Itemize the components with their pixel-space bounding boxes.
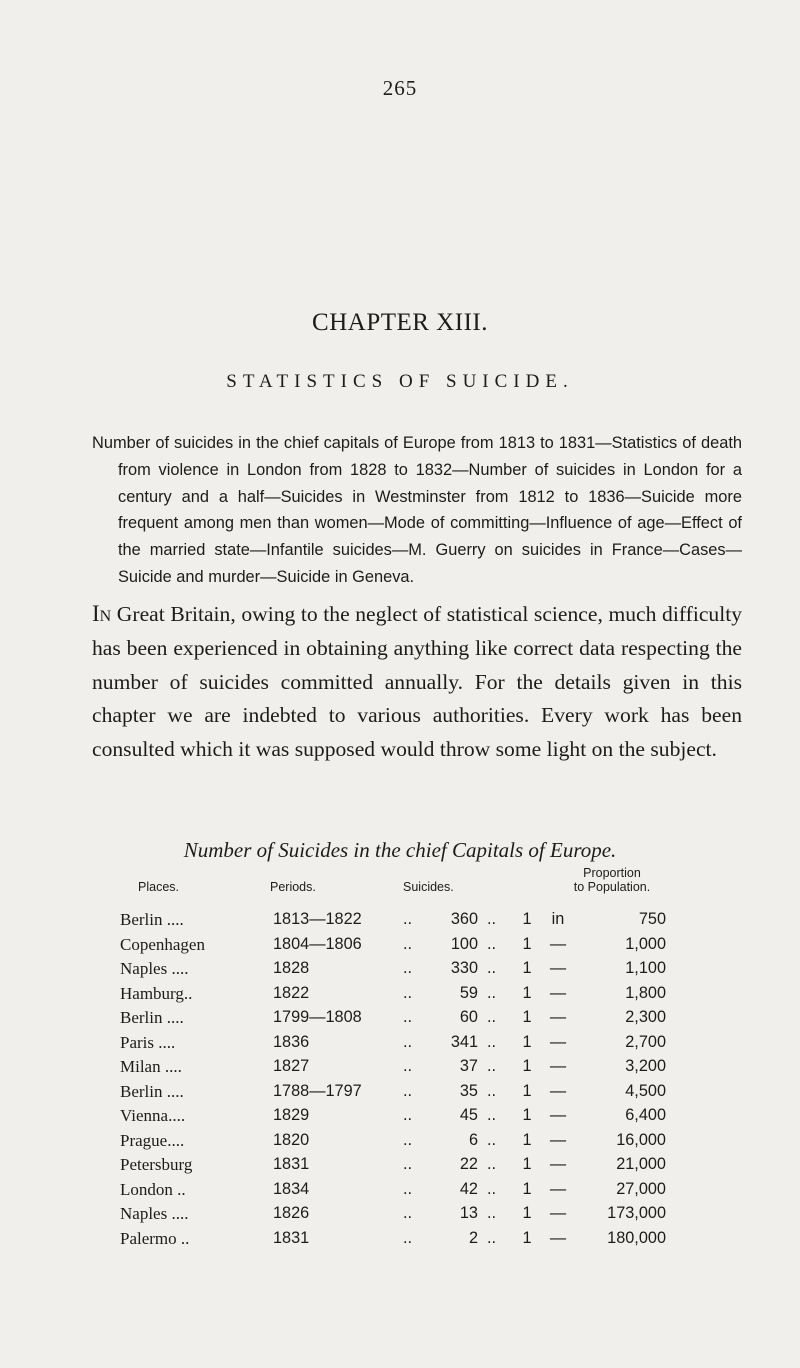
body-paragraph <box>92 597 742 767</box>
cell-suicides: 60 <box>459 1008 478 1026</box>
cell-proportion: 1,800 <box>625 983 666 1002</box>
cell-leader-dots: .. <box>403 1179 413 1198</box>
header-proportion-line2: to Population. <box>573 880 651 894</box>
table-row <box>120 1204 700 1229</box>
cell-leader-dots: .. <box>403 1081 413 1100</box>
cell-suicides: 35 <box>459 1081 478 1100</box>
cell-proportion-sep: — <box>549 1081 567 1100</box>
header-proportion-line1: Proportion <box>583 866 641 880</box>
paragraph-text: Great Britain, owing to the neglect of statistical science, much difficulty has been experienced in obtaining anything like correct data respecting the number of suicides committed annually. For the details given in this chapter we are indebted to various authorities. Every work has been consulted which it was supposed would throw some light on the subject. <box>92 602 742 762</box>
cell-period: 1834 <box>273 1179 310 1198</box>
cell-leader-dots: .. <box>403 934 413 953</box>
cell-proportion: 4,500 <box>625 1081 666 1100</box>
cell-proportion: 27,000 <box>616 1179 666 1198</box>
cell-proportion-one: 1 <box>522 910 532 928</box>
cell-leader-dots: .. <box>487 1106 497 1124</box>
header-periods: Periods. <box>270 880 316 894</box>
cell-proportion-sep: — <box>549 959 567 977</box>
summary-text: Number of suicides in the chief capitals of Europe from 1813 to 1831—Statistics of death from violence in London from 1828 to 1832—Number of suicides in London for a century and a half—Suicides in Westminster from 1812 to 1836—Suicide more frequent among men than women—Mode of committing—Influence of age—Effect of the married state—Infantile suicides—M. Guerry on suicides in France—Cases—Suicide and murder—Suicide in Geneva. <box>92 434 742 586</box>
cell-proportion-one: 1 <box>522 983 532 1002</box>
opening-word: In <box>92 601 112 626</box>
header-suicides: Suicides. <box>403 880 454 894</box>
cell-proportion-one: 1 <box>522 934 532 953</box>
cell-proportion: 2,700 <box>625 1032 666 1051</box>
cell-suicides: 360 <box>450 910 478 928</box>
cell-proportion-sep: — <box>549 983 567 1002</box>
cell-period: 1831 <box>273 1155 310 1173</box>
cell-place: Berlin .... <box>120 1081 184 1101</box>
cell-leader-dots: .. <box>487 1032 497 1051</box>
cell-leader-dots: .. <box>403 1204 413 1222</box>
cell-place: London .. <box>120 1179 186 1199</box>
cell-proportion: 21,000 <box>616 1155 666 1173</box>
cell-suicides: 6 <box>468 1130 478 1149</box>
cell-leader-dots: .. <box>403 1008 413 1026</box>
table-row <box>120 1180 700 1205</box>
cell-proportion: 3,200 <box>625 1057 666 1075</box>
cell-leader-dots: .. <box>487 1155 497 1173</box>
table-row <box>120 1057 700 1082</box>
table-body <box>120 910 700 1253</box>
cell-period: 1829 <box>273 1106 310 1124</box>
cell-suicides: 42 <box>459 1179 478 1198</box>
table-title: Number of Suicides in the chief Capitals of Europe. <box>183 838 617 862</box>
cell-leader-dots: .. <box>487 1057 497 1075</box>
cell-leader-dots: .. <box>487 1179 497 1198</box>
cell-suicides: 2 <box>468 1228 478 1247</box>
cell-period: 1828 <box>273 959 310 977</box>
cell-proportion-sep: — <box>549 1204 567 1222</box>
cell-place: Hamburg.. <box>120 983 193 1003</box>
chapter-title: CHAPTER XIII. <box>312 309 488 336</box>
cell-suicides: 330 <box>450 959 478 977</box>
table-row <box>120 1229 700 1254</box>
cell-leader-dots: .. <box>403 1228 413 1247</box>
cell-suicides: 13 <box>459 1204 478 1222</box>
cell-period: 1827 <box>273 1057 310 1075</box>
cell-proportion: 2,300 <box>625 1008 666 1026</box>
cell-leader-dots: .. <box>487 959 497 977</box>
cell-period: 1813—1822 <box>273 910 362 928</box>
cell-period: 1836 <box>273 1032 310 1051</box>
cell-proportion-one: 1 <box>522 1032 532 1051</box>
cell-proportion-sep: — <box>549 1179 567 1198</box>
cell-proportion-sep: — <box>549 1155 567 1173</box>
cell-suicides: 45 <box>459 1106 478 1124</box>
cell-place: Petersburg <box>120 1155 193 1174</box>
cell-leader-dots: .. <box>403 910 413 928</box>
cell-leader-dots: .. <box>487 934 497 953</box>
cell-place: Prague.... <box>120 1130 185 1150</box>
cell-period: 1788—1797 <box>273 1081 362 1100</box>
cell-period: 1804—1806 <box>273 934 362 953</box>
cell-leader-dots: .. <box>487 1008 497 1026</box>
cell-leader-dots: .. <box>403 1057 413 1075</box>
header-places: Places. <box>138 880 179 894</box>
cell-period: 1820 <box>273 1130 310 1149</box>
table-header <box>120 866 700 910</box>
cell-place: Naples .... <box>120 959 189 978</box>
table-row <box>120 1106 700 1131</box>
cell-leader-dots: .. <box>487 1204 497 1222</box>
cell-proportion-sep: — <box>549 934 567 953</box>
cell-leader-dots: .. <box>487 983 497 1002</box>
cell-proportion-one: 1 <box>522 1057 532 1075</box>
cell-suicides: 341 <box>450 1032 478 1051</box>
header-proportion <box>542 866 682 894</box>
cell-proportion: 1,000 <box>625 934 666 953</box>
cell-suicides: 59 <box>459 983 478 1002</box>
table-row <box>120 959 700 984</box>
cell-period: 1831 <box>273 1228 310 1247</box>
cell-proportion: 180,000 <box>607 1228 666 1247</box>
table-row <box>120 1033 700 1058</box>
cell-proportion-sep: — <box>549 1228 567 1247</box>
cell-leader-dots: .. <box>403 983 413 1002</box>
cell-place: Vienna.... <box>120 1106 186 1125</box>
cell-place: Milan .... <box>120 1057 182 1076</box>
cell-place: Copenhagen <box>120 934 205 954</box>
cell-leader-dots: .. <box>403 1130 413 1149</box>
cell-proportion: 1,100 <box>625 959 666 977</box>
table-row <box>120 1155 700 1180</box>
page-number: 265 <box>382 76 418 100</box>
cell-period: 1826 <box>273 1204 310 1222</box>
cell-place: Paris .... <box>120 1032 176 1052</box>
cell-period: 1822 <box>273 983 310 1002</box>
chapter-subtitle: STATISTICS OF SUICIDE. <box>226 371 574 392</box>
cell-proportion-one: 1 <box>522 1130 532 1149</box>
cell-proportion-one: 1 <box>522 1106 532 1124</box>
cell-suicides: 100 <box>450 934 478 953</box>
table-row <box>120 935 700 960</box>
cell-proportion-one: 1 <box>522 1228 532 1247</box>
cell-leader-dots: .. <box>403 1106 413 1124</box>
cell-proportion-sep: — <box>549 1008 567 1026</box>
cell-place: Berlin .... <box>120 910 184 929</box>
cell-proportion: 16,000 <box>616 1130 666 1149</box>
cell-place: Naples .... <box>120 1204 189 1223</box>
cell-proportion-one: 1 <box>522 1008 532 1026</box>
cell-proportion-sep: — <box>549 1057 567 1075</box>
cell-proportion-sep: — <box>549 1032 567 1051</box>
cell-proportion-one: 1 <box>522 959 532 977</box>
cell-suicides: 37 <box>459 1057 478 1075</box>
table-row <box>120 1131 700 1156</box>
cell-proportion: 750 <box>638 910 666 928</box>
cell-proportion-one: 1 <box>522 1204 532 1222</box>
cell-proportion-sep: in <box>551 910 565 928</box>
cell-proportion-sep: — <box>549 1130 567 1149</box>
cell-leader-dots: .. <box>487 1228 497 1247</box>
cell-period: 1799—1808 <box>273 1008 362 1026</box>
cell-place: Palermo .. <box>120 1228 190 1248</box>
table-row <box>120 910 700 935</box>
chapter-summary <box>92 430 742 591</box>
cell-proportion: 173,000 <box>607 1204 666 1222</box>
cell-leader-dots: .. <box>487 1130 497 1149</box>
cell-proportion-one: 1 <box>522 1155 532 1173</box>
cell-proportion-one: 1 <box>522 1179 532 1198</box>
cell-place: Berlin .... <box>120 1008 184 1027</box>
cell-suicides: 22 <box>459 1155 478 1173</box>
cell-proportion-one: 1 <box>522 1081 532 1100</box>
table-row <box>120 1008 700 1033</box>
cell-leader-dots: .. <box>487 1081 497 1100</box>
cell-leader-dots: .. <box>403 1032 413 1051</box>
cell-proportion: 6,400 <box>625 1106 666 1124</box>
cell-leader-dots: .. <box>403 1155 413 1173</box>
cell-leader-dots: .. <box>487 910 497 928</box>
table-row <box>120 984 700 1009</box>
suicides-table <box>120 866 700 1253</box>
table-row <box>120 1082 700 1107</box>
cell-leader-dots: .. <box>403 959 413 977</box>
cell-proportion-sep: — <box>549 1106 567 1124</box>
